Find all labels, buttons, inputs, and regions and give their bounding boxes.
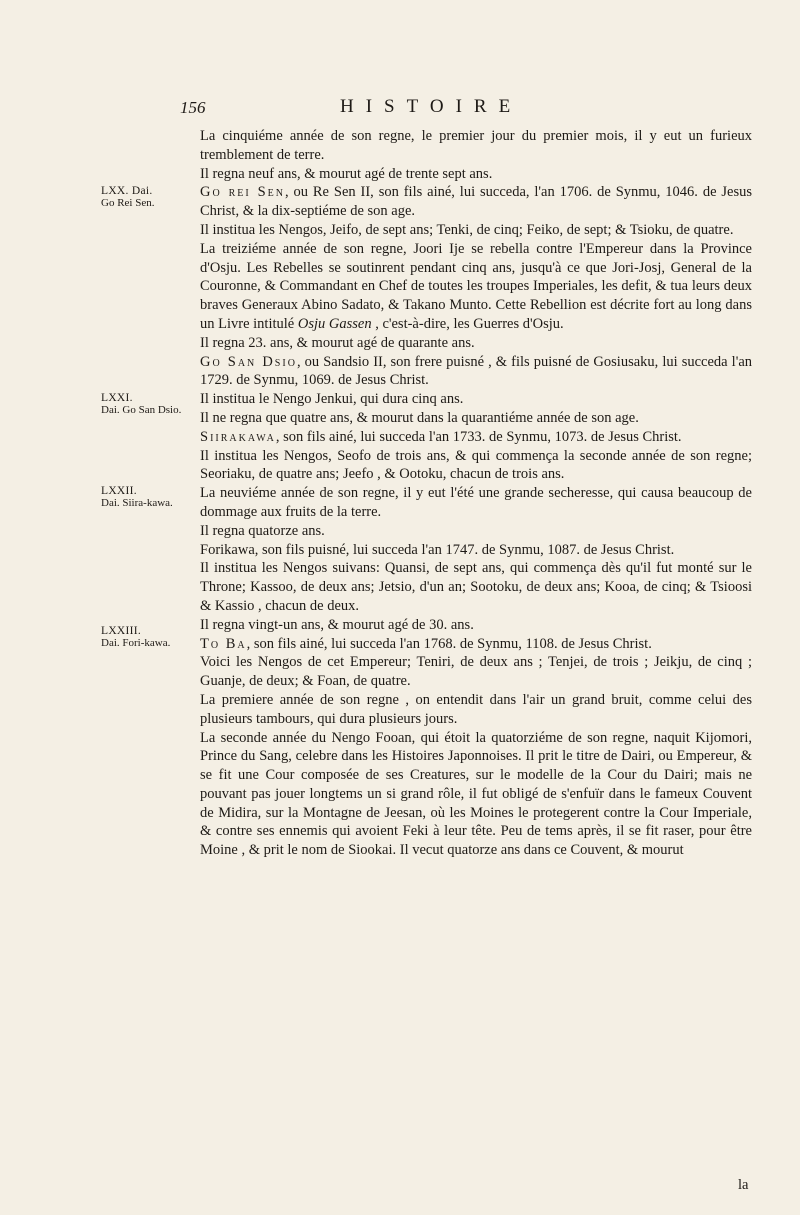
paragraph: Il regna quatorze ans. (200, 522, 325, 539)
margin-note-lxx (101, 185, 197, 209)
paragraph: Voici les Nengos de cet Empereur; Teniri, de deux ans ; Tenjei, de trois ; Jeikju, de cinq ; Guanje, de deux; & Foan, de quatre. (200, 654, 752, 690)
catchword: la (738, 1177, 749, 1193)
paragraph-text: , ou Sandsio II, son frere puisné , & fils puisné de Gosiusaku, lui succeda l'an 1729. de Synmu, 1069. de Jesus Christ. (200, 353, 752, 389)
page-header (180, 96, 750, 122)
margin-note-lxxiii (101, 625, 197, 649)
paragraph: La premiere année de son regne , on entendit dans l'air un grand bruit, comme celui des plusieurs tambours, qui dura plusieurs jours. (200, 691, 752, 727)
margin-note-lxxii (101, 485, 197, 509)
book-title: Osju Gassen (297, 315, 372, 332)
paragraph: Il institua les Nengos, Seofo de trois ans, & qui commença la seconde année de son regne; Seoriaku, de quatre ans; Jeefo , & Ootoku, chacun de trois ans. (200, 447, 752, 483)
emperor-name: To Ba (200, 635, 247, 652)
paragraph-text: La treiziéme année de son regne, Joori Ije se rebella contre l'Empereur dans la Province d'Osju. Les Rebelles se soutinrent pendant cinq ans, jusqu'à ce que Jori-Josj, General de la Couronne, & Commandant en Chef de toutes les troupes Imperiales, les defit, & tua leurs deux braves Generaux Abino Sadato, & Takano Munto. Cette Rebellion est décrite fort au long dans un Livre intitulé (200, 240, 752, 332)
paragraph: La neuviéme année de son regne, il y eut l'été une grande secheresse, qui causa beaucoup de dommage aux fruits de la terre. (200, 485, 752, 520)
paragraph: La seconde année du Nengo Fooan, qui étoit la quatorziéme de son regne, naquit Kijomori, Prince du Sang, celebre dans les Histoires Japonnoises. Il prit le titre de Dairi, ou Empereur, & se fit une Cour composée de ses Creatures, sur le modelle de la Cour du Dairi; mais ne pouvant pas jouer longtems un si grand rôle, il fut obligé de s'enfuïr dans le fameux Couvent de Midira, sur la Montagne de Jeesan, où les Moines le protegerent contre la Cour Imperiale, & contre ses ennemis qui avoient Feki à leur tête. Peu de tems après, il se fit raser, pour être Moine , & prit le nom de Siookai. Il vecut quatorze ans dans ce Couvent, & mourut (200, 729, 752, 859)
paragraph: Il regna vingt-un ans, & mourut agé de 30. ans. (200, 616, 474, 633)
paragraph (200, 635, 752, 654)
emperor-name: Go San Dsio (200, 353, 297, 370)
margin-note-name: Dai. Fori-kawa. (101, 637, 171, 649)
paragraph: Il regna neuf ans, & mourut agé de trente sept ans. (200, 165, 493, 182)
margin-note-name: Dai. Go San Dsio. (101, 404, 182, 416)
paragraph (200, 353, 752, 391)
margin-note-name: Dai. Siira-kawa. (101, 497, 173, 509)
paragraph (200, 240, 752, 334)
margin-note-reign: LXXIII. (101, 625, 142, 637)
paragraph: Il institua les Nengos, Jeifo, de sept ans; Tenki, de cinq; Feiko, de sept; & Tsioku, de quatre. (200, 221, 734, 238)
emperor-name: Siirakawa (200, 428, 276, 445)
paragraph: Il institua le Nengo Jenkui, qui dura cinq ans. (200, 391, 464, 408)
paragraph-text: , ou Re Sen II, son fils ainé, lui succeda, l'an 1706. de Synmu, 1046. de Jesus Christ, & la dix-septiéme de son age. (200, 184, 753, 220)
margin-note-name: Go Rei Sen. (101, 197, 155, 209)
page-number: 156 (180, 98, 206, 117)
running-title: HISTOIRE (340, 96, 523, 117)
paragraph: Forikawa, son fils puisné, lui succeda l'an 1747. de Synmu, 1087. de Jesus Christ. (200, 541, 675, 558)
margin-note-reign: LXXII. (101, 485, 137, 497)
paragraph: La cinquiéme année de son regne, le premier jour du premier mois, il y eut un furieux tremblement de terre. (200, 128, 752, 163)
margin-note-lxxi (101, 392, 197, 416)
paragraph-text: , son fils ainé, lui succeda l'an 1768. de Synmu, 1108. de Jesus Christ. (246, 635, 652, 652)
paragraph: Il institua les Nengos suivans: Quansi, de sept ans, qui commença dès qu'il fut monté sur le Throne; Kassoo, de deux ans; Jetsio, d'un an; Sootoku, de deux ans; Kooa, de cinq; & Tsioosi & Kassio , chacun de deux. (200, 560, 752, 614)
paragraph (200, 183, 752, 221)
paragraph: Il ne regna que quatre ans, & mourut dans la quarantiéme année de son age. (200, 409, 639, 426)
body-text (200, 127, 752, 860)
paragraph-text: , c'est-à-dire, les Guerres d'Osju. (371, 315, 564, 332)
paragraph: Il regna 23. ans, & mourut agé de quarante ans. (200, 334, 475, 351)
margin-note-reign: LXXI. (101, 392, 133, 404)
paragraph-text: , son fils ainé, lui succeda l'an 1733. de Synmu, 1073. de Jesus Christ. (275, 428, 682, 445)
paragraph (200, 428, 752, 447)
emperor-name: Go rei Sen (200, 184, 285, 201)
margin-note-reign: LXX. Dai. (101, 185, 153, 197)
